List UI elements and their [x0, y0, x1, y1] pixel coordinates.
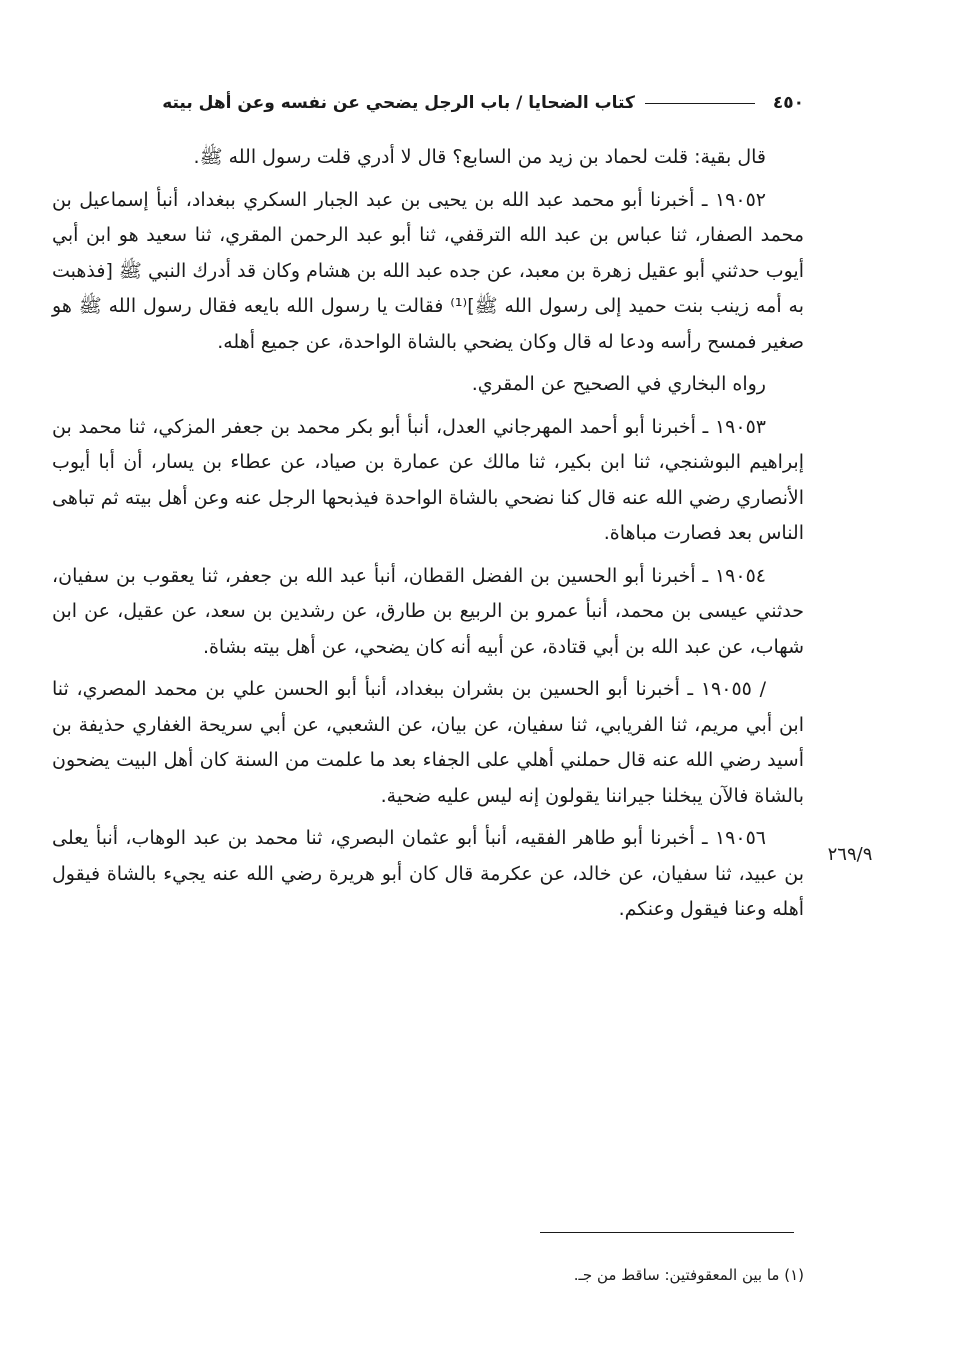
paragraph-intro: قال بقية: قلت لحماد بن زيد من السابع؟ قال لا أدري قلت رسول الله ﷺ.: [193, 146, 766, 168]
hadith-19055: / ١٩٠٥٥ ـ أخبرنا أبو الحسين بن بشران ببغداد، أنبأ أبو الحسن علي بن محمد المصري، ثنا ابن أبي مريم، ثنا الفريابي، ثنا سفيان، عن بيان، عن الشعبي، عن أبي سريحة الغفاري حذيفة بن أسيد رضي الله عنه قال حملني أهلي على الجفاء بعد ما علمت من السنة كان أهل البيت يضحون بالشاة فالآن يبخلنا جيراننا يقولون إنه ليس عليه ضحية.: [52, 678, 804, 807]
header-rule: [645, 103, 755, 104]
hadith-19052: ١٩٠٥٢ ـ أخبرنا أبو محمد عبد الله بن يحيى بن عبد الجبار السكري ببغداد، أنبأ إسماعيل بن محمد الصفار، ثنا عباس بن عبد الله الترقفي، ثنا أبو عبد الرحمن المقري، ثنا سعيد هو ابن أبي أيوب حدثني أبو عقيل زهرة بن معبد، عن جده عبد الله بن هشام وكان قد أدرك النبي ﷺ [فذهبت به أمه زينب بنت حميد إلى رسول الله ﷺ]⁽¹⁾ فقالت يا رسول الله بايعه فقال رسول الله ﷺ هو صغير فمسح رأسه ودعا له قال وكان يضحي بالشاة الواحدة، عن جميع أهله.: [52, 188, 804, 353]
page-body: [52, 140, 804, 935]
hadith-19054: ١٩٠٥٤ ـ أخبرنا أبو الحسين بن الفضل القطان، أنبأ عبد الله بن جعفر، ثنا يعقوب بن سفيان، حدثني عيسى بن محمد، أنبأ عمرو بن الربيع بن طارق، عن رشدين بن سعد، عن عقيل، عن ابن شهاب، عن عبد الله بن أبي قتادة، عن أبيه أنه كان يضحي، عن أهل بيته بشاة.: [52, 564, 804, 658]
footnote-rule: [540, 1232, 794, 1233]
hadith-19053: ١٩٠٥٣ ـ أخبرنا أبو أحمد المهرجاني العدل، أنبأ أبو بكر محمد بن جعفر المزكي، ثنا محمد بن إبراهيم البوشنجي، ثنا ابن بكير، ثنا مالك عن عمارة بن صياد، عن عطاء بن يسار، أن أبا أيوب الأنصاري رضي الله عنه قال كنا نضحي بالشاة الواحدة فيذبحها الرجل عنه وعن أهل بيته ثم تباهى الناس بعد فصارت مباهاة.: [52, 415, 804, 544]
page-number: ٤٥٠: [772, 93, 804, 113]
page-header: [52, 88, 804, 118]
footnote: (١) ما بين المعقوفتين: ساقط من جـ.: [573, 1266, 804, 1284]
margin-reference: ٢٦٩/٩: [827, 844, 873, 865]
hadith-19056: ١٩٠٥٦ ـ أخبرنا أبو طاهر الفقيه، أنبأ أبو عثمان البصري، ثنا محمد بن عبد الوهاب، أنبأ يعلى بن عبيد، ثنا سفيان، عن خالد، عن عكرمة قال كان أبو هريرة رضي الله عنه يجيء بالشاة فيقول أهله وعنا فيقول وعنكم.: [52, 827, 804, 920]
running-title: كتاب الضحايا / باب الرجل يضحي عن نفسه وعن أهل بيته: [162, 93, 635, 113]
paragraph-bukhari-note: رواه البخاري في الصحيح عن المقري.: [471, 373, 766, 395]
